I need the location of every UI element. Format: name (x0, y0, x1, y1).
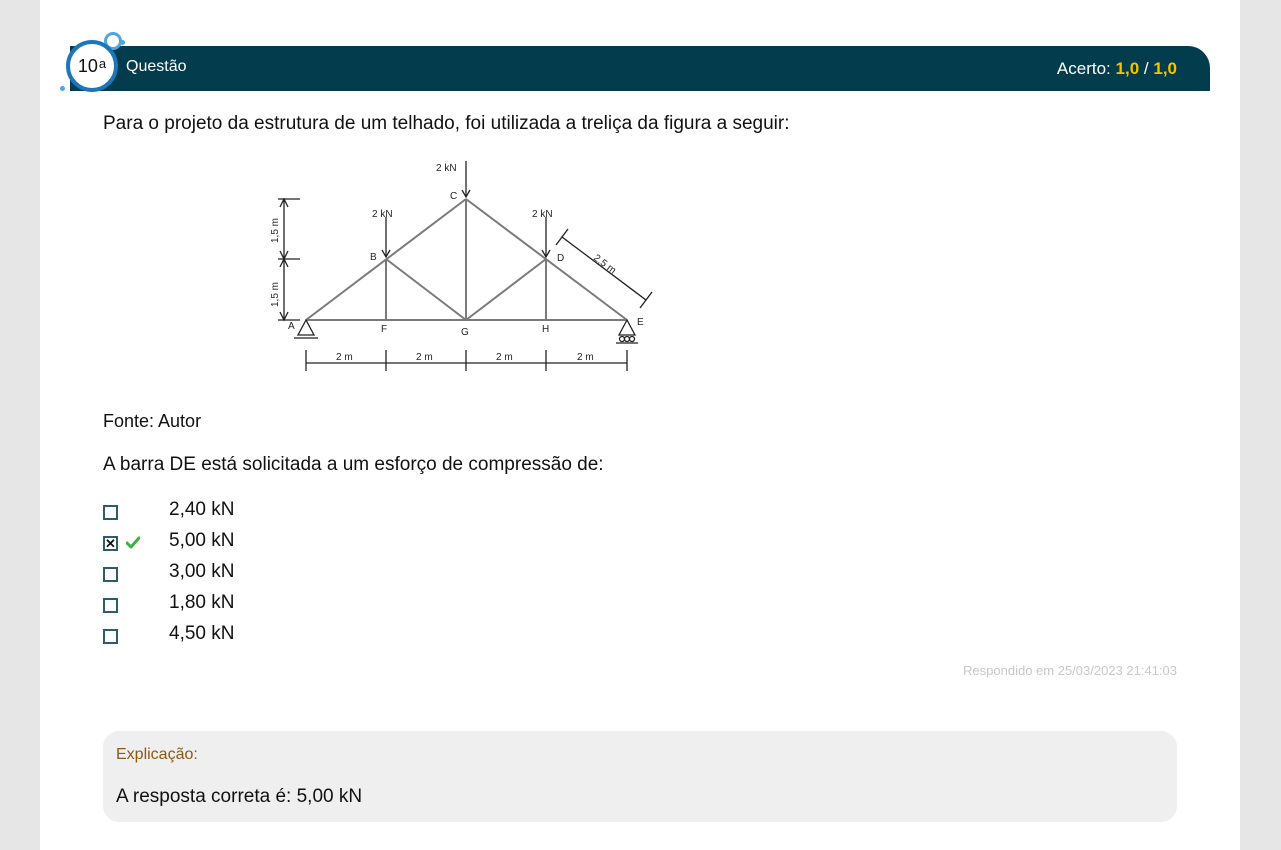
label-span-2: 2 m (416, 352, 433, 363)
question-number-badge (60, 32, 130, 102)
label-load-c: 2 kN (436, 163, 457, 174)
dim-tick (556, 229, 568, 245)
option-5[interactable] (103, 623, 403, 653)
option-1[interactable] (103, 499, 403, 529)
label-height-bottom: 1,5 m (270, 281, 281, 307)
label-height-top: 1,5 m (270, 217, 281, 243)
label-node-b: B (370, 252, 377, 263)
question-header (70, 46, 1210, 91)
support-e-roller (620, 337, 625, 342)
label-node-g: G (461, 327, 469, 338)
question-text: Para o projeto da estrutura de um telhado, foi utilizada a treliça da figura a seguir: (103, 113, 790, 134)
answered-timestamp: Respondido em 25/03/2023 21:41:03 (963, 663, 1177, 678)
badge-decoration (60, 86, 65, 91)
label-node-d: D (557, 253, 565, 264)
label-node-e: E (637, 317, 644, 328)
option-3[interactable] (103, 561, 403, 591)
option-label: 4,50 kN (169, 623, 235, 644)
option-label: 2,40 kN (169, 499, 235, 520)
dim-tick (640, 292, 652, 308)
score-separator: / (1143, 59, 1149, 78)
question-number-value: 10 (77, 55, 98, 76)
label-node-h: H (542, 324, 550, 335)
label-node-f: F (381, 324, 388, 335)
badge-decoration (120, 40, 125, 45)
option-label: 1,80 kN (169, 592, 235, 613)
label-span-3: 2 m (496, 352, 513, 363)
score-label: Acerto: (1056, 59, 1111, 78)
truss-member-bg (386, 259, 466, 320)
question-number (66, 40, 118, 92)
option-checkbox[interactable] (103, 598, 118, 613)
support-e-roller (630, 337, 635, 342)
option-4[interactable] (103, 592, 403, 622)
question-number-suffix: a (98, 55, 107, 71)
score-max: 1,0 (1153, 59, 1177, 78)
support-a (298, 320, 314, 335)
option-checkbox-checked[interactable]: ✕ (103, 536, 118, 551)
figure-source: Fonte: Autor (103, 411, 202, 431)
option-label: 3,00 kN (169, 561, 235, 582)
correct-check-icon (126, 536, 140, 550)
label-load-b: 2 kN (372, 209, 393, 220)
support-e-roller (625, 337, 630, 342)
option-checkbox[interactable] (103, 567, 118, 582)
score (1057, 59, 1177, 79)
option-checkbox[interactable] (103, 629, 118, 644)
option-checkbox[interactable] (103, 505, 118, 520)
explanation-text: A resposta correta é: 5,00 kN (116, 786, 363, 807)
explanation-title: Explicação: (116, 746, 198, 763)
label-load-d: 2 kN (532, 209, 553, 220)
truss-member-gd (466, 259, 546, 320)
option-label: 5,00 kN (169, 530, 235, 551)
question-prompt: A barra DE está solicitada a um esforço de compressão de: (103, 454, 604, 475)
explanation-box (103, 731, 1177, 822)
label-diag-length: 2,5 m (591, 252, 618, 277)
label-node-a: A (288, 321, 295, 332)
label-span-1: 2 m (336, 352, 353, 363)
question-title: Questão (126, 58, 187, 75)
truss-figure (260, 155, 660, 380)
option-2[interactable] (103, 530, 403, 560)
label-span-4: 2 m (577, 352, 594, 363)
support-e (619, 320, 635, 335)
label-node-c: C (450, 191, 458, 202)
score-value: 1,0 (1115, 59, 1140, 78)
